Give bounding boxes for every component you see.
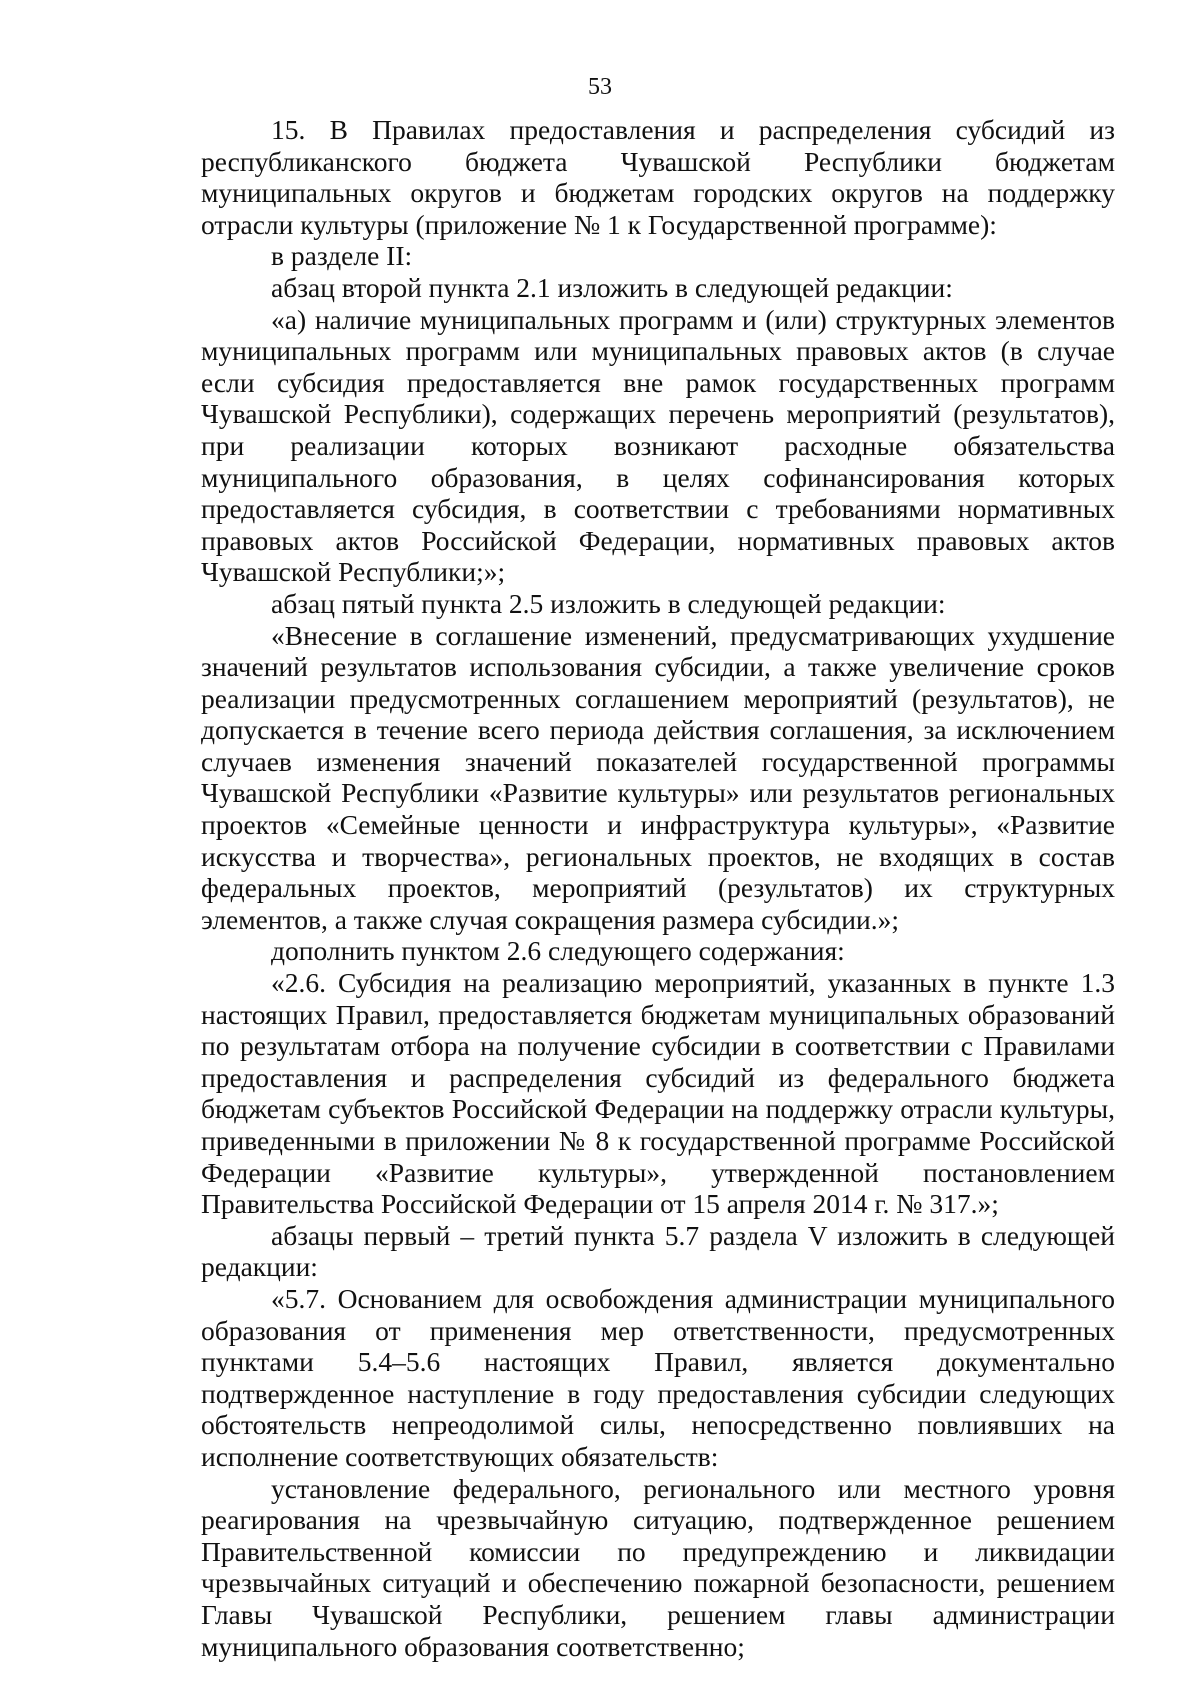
paragraph-point-2-6-text: «2.6. Субсидия на реализацию мероприятий, указанных в пункте 1.3 настоящих Правил, предоставляется бюджетам муниципальных образований по результатам отбора на получение субсидии в соответствии с Правилами предоставления и распределения субсидий из федерального бюджета бюджетам субъектов Российской Федерации на поддержку отрасли культуры, приведенными в приложении № 8 к государственной программе Российской Федерации «Развитие культуры», утвержденной постановлением Правительства Российской Федерации от 15 апреля 2014 г. № 317.»; [201,967,1115,1220]
paragraph-emergency-response: установление федерального, регионального или местного уровня реагирования на чрезвычайную ситуацию, подтвержденное решением Правительственной комиссии по предупреждению и ликвидации чрезвычайных ситуаций и обеспечению пожарной безопасности, решением Главы Чувашской Республики, решением главы администрации муниципального образования соответственно; [201,1472,1115,1662]
page-number: 53 [588,74,612,100]
paragraph-section-ii: в разделе II: [271,240,413,272]
paragraph-point-5-7-text: «5.7. Основанием для освобождения администрации муниципального образования от применения мер ответственности, предусмотренных пунктами 5.4–5.6 настоящих Правил, является документально подтвержденное наступление в году предоставления субсидии следующих обстоятельств непреодолимой силы, непосредственно повлиявших на исполнение соответствующих обязательств: [201,1282,1115,1472]
paragraph-point-5-7-instruction: абзацы первый – третий пункта 5.7 раздела V изложить в следующей редакции: [201,1219,1115,1283]
document-body [201,114,1115,1662]
paragraph-point-2-1-instruction: абзац второй пункта 2.1 изложить в следующей редакции: [271,271,953,303]
paragraph-point-2-5-text: «Внесение в соглашение изменений, предусматривающих ухудшение значений результатов использования субсидии, а также увеличение сроков реализации предусмотренных соглашением мероприятий (результатов), не допускается в течение всего периода действия соглашения, за исключением случаев изменения значений показателей государственной программы Чувашской Республики «Развитие культуры» или результатов региональных проектов «Семейные ценности и инфраструктура культуры», «Развитие искусства и творчества», региональных проектов, не входящих в состав федеральных проектов, мероприятий (результатов) их структурных элементов, а также случая сокращения размера субсидии.»; [201,619,1115,935]
paragraph-point-2-5-instruction: абзац пятый пункта 2.5 изложить в следующей редакции: [271,587,946,619]
paragraph-item-15-intro: 15. В Правилах предоставления и распределения субсидий из республиканского бюджета Чувашской Республики бюджетам муниципальных округов и бюджетам городских округов на поддержку отрасли культуры (приложение № 1 к Государственной программе): [201,114,1115,240]
paragraph-point-2-6-instruction: дополнить пунктом 2.6 следующего содержания: [271,935,845,967]
paragraph-point-2-1-text: «а) наличие муниципальных программ и (или) структурных элементов муниципальных программ или муниципальных правовых актов (в случае если субсидия предоставляется вне рамок государственных программ Чувашской Республики), содержащих перечень мероприятий (результатов), при реализации которых возникают расходные обязательства муниципального образования, в целях софинансирования которых предоставляется субсидия, в соответствии с требованиями нормативных правовых актов Российской Федерации, нормативных правовых актов Чувашской Республики;»; [201,303,1115,588]
